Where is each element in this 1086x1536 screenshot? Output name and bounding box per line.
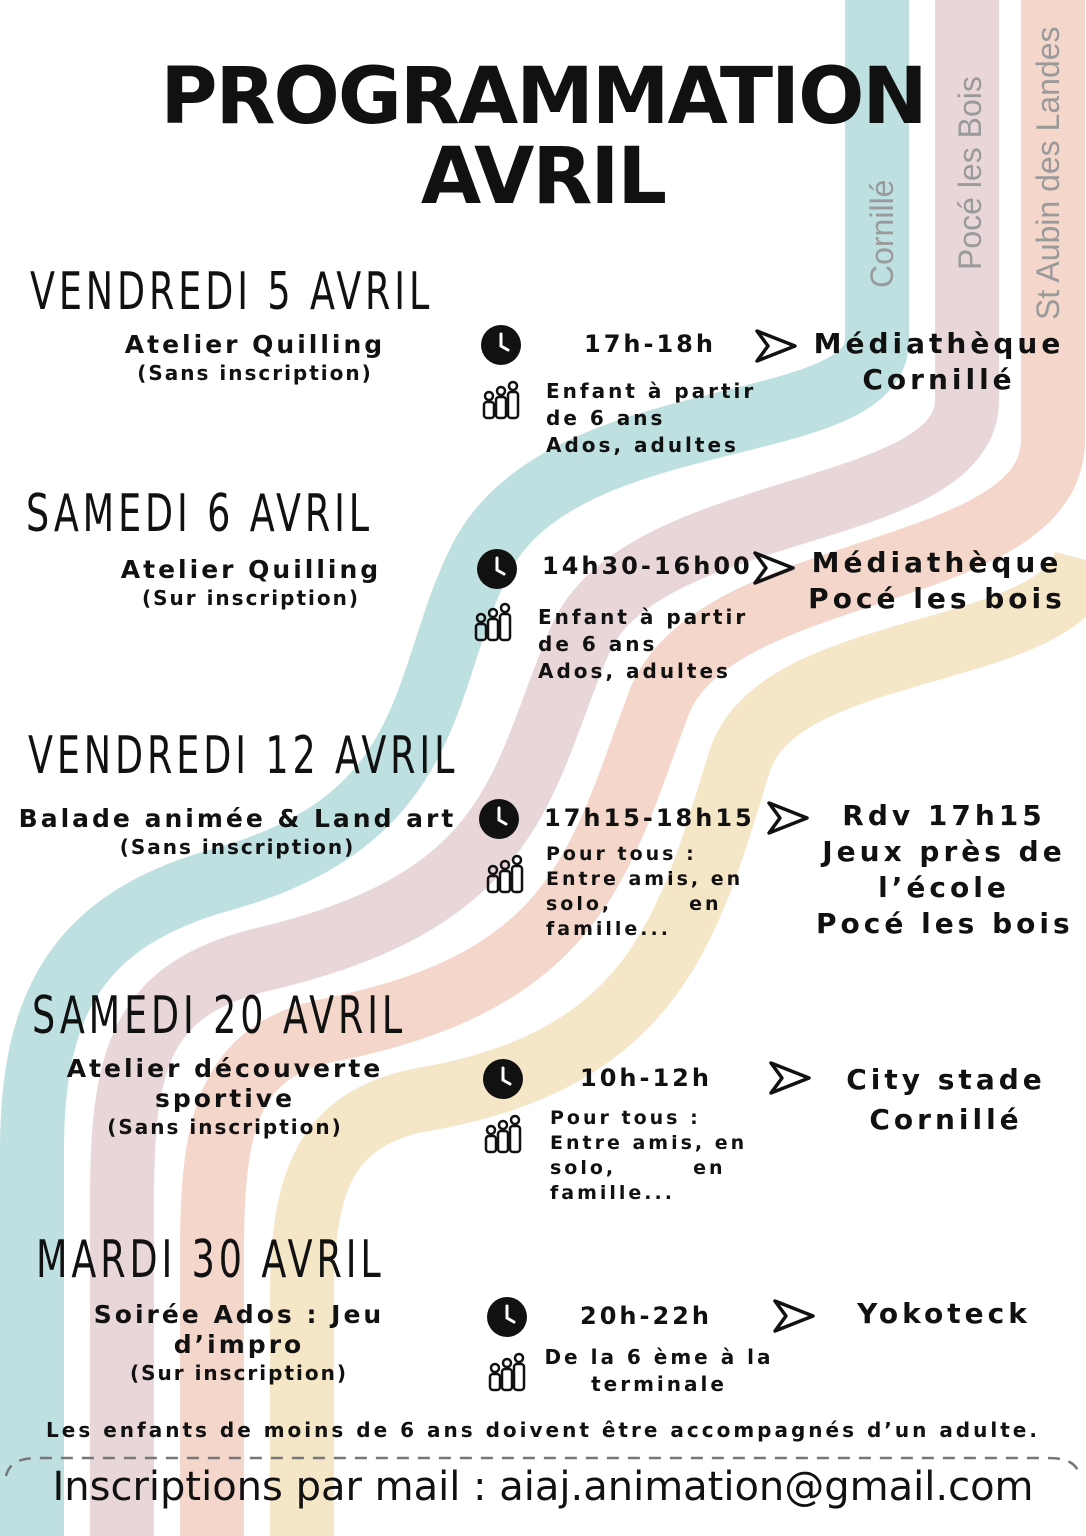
place-line: Rdv 17h15 bbox=[842, 799, 1046, 832]
clock-icon bbox=[478, 798, 520, 840]
event-audience bbox=[546, 378, 756, 459]
event-time: 14h30-16h00 bbox=[542, 552, 753, 580]
arrow-icon bbox=[766, 800, 810, 836]
commune-label-cornille: Cornillé bbox=[864, 179, 900, 288]
event-place bbox=[826, 1060, 1066, 1140]
place-line: Pocé les bois bbox=[808, 582, 1066, 615]
place-line: Médiathèque bbox=[811, 546, 1063, 579]
event-audience bbox=[546, 842, 743, 942]
activity-title: Atelier découverte sportive bbox=[66, 1054, 384, 1113]
audience-line: Ados, adultes bbox=[538, 659, 731, 683]
activity-inscription: (Sans inscription) bbox=[119, 835, 356, 859]
clock-icon bbox=[480, 324, 522, 366]
page-title-line2: AVRIL bbox=[420, 132, 666, 222]
audience-line: Enfant à partir bbox=[546, 379, 757, 403]
event-date: SAMEDI 6 AVRIL bbox=[26, 484, 374, 544]
event-activity bbox=[10, 804, 465, 860]
event-place bbox=[834, 1296, 1054, 1332]
place-line: Cornillé bbox=[862, 363, 1016, 396]
event-activity bbox=[80, 330, 430, 386]
event-audience bbox=[538, 604, 748, 685]
arrow-icon bbox=[772, 1298, 816, 1334]
audience-line: Pour tous : bbox=[546, 843, 697, 865]
audience-line: Entre amis, en bbox=[550, 1132, 748, 1154]
activity-inscription: (Sur inscription) bbox=[129, 1361, 349, 1385]
event-audience bbox=[536, 1344, 782, 1398]
family-icon bbox=[486, 1350, 528, 1392]
activity-inscription: (Sans inscription) bbox=[107, 1115, 343, 1139]
audience-line: de 6 ans bbox=[538, 632, 658, 656]
place-line: Médiathèque bbox=[813, 327, 1065, 360]
event-activity bbox=[80, 1300, 398, 1386]
event-activity bbox=[60, 1054, 390, 1140]
place-line: l’école bbox=[878, 871, 1010, 904]
commune-label-st-aubin: St Aubin des Landes bbox=[1030, 26, 1066, 320]
event-date: MARDI 30 AVRIL bbox=[36, 1230, 385, 1290]
event-activity bbox=[76, 555, 426, 611]
activity-inscription: (Sur inscription) bbox=[141, 586, 361, 610]
audience-line: de 6 ans bbox=[546, 406, 666, 430]
family-icon bbox=[484, 852, 526, 894]
audience-line: terminale bbox=[591, 1372, 727, 1396]
activity-title: Balade animée & Land art bbox=[18, 804, 457, 833]
event-place bbox=[810, 326, 1068, 398]
activity-title: Soirée Ados : Jeu d’impro bbox=[93, 1300, 385, 1359]
family-icon bbox=[472, 600, 514, 642]
event-date: VENDREDI 5 AVRIL bbox=[30, 262, 434, 322]
clock-icon bbox=[476, 548, 518, 590]
clock-icon bbox=[486, 1296, 528, 1338]
place-line: Pocé les bois bbox=[816, 907, 1074, 940]
footer-note: Les enfants de moins de 6 ans doivent être accompagnés d’un adulte. bbox=[46, 1418, 1040, 1442]
family-icon bbox=[482, 1112, 524, 1154]
event-time: 20h-22h bbox=[580, 1302, 712, 1330]
audience-line: De la 6 ème à la bbox=[544, 1345, 774, 1369]
audience-line: solo, en bbox=[550, 1157, 726, 1179]
place-line: City stade bbox=[846, 1063, 1046, 1096]
arrow-icon bbox=[752, 550, 796, 586]
place-line: Yokoteck bbox=[857, 1297, 1031, 1330]
event-time: 10h-12h bbox=[580, 1064, 712, 1092]
audience-line: famille... bbox=[550, 1182, 675, 1204]
arrow-icon bbox=[768, 1060, 812, 1096]
audience-line: Entre amis, en bbox=[546, 868, 744, 890]
place-line: Cornillé bbox=[869, 1103, 1023, 1136]
activity-inscription: (Sans inscription) bbox=[137, 361, 373, 385]
event-time: 17h-18h bbox=[584, 330, 716, 358]
place-line: Jeux près de bbox=[822, 835, 1066, 868]
footer-email: Inscriptions par mail : aiaj.animation@gmail.com bbox=[52, 1464, 1034, 1510]
audience-line: Ados, adultes bbox=[546, 433, 739, 457]
audience-line: Enfant à partir bbox=[538, 605, 749, 629]
activity-title: Atelier Quilling bbox=[120, 555, 382, 584]
event-audience bbox=[550, 1106, 747, 1206]
page-title-line1: PROGRAMMATION bbox=[160, 52, 926, 142]
event-date: SAMEDI 20 AVRIL bbox=[32, 986, 407, 1046]
event-place bbox=[816, 798, 1072, 942]
activity-title: Atelier Quilling bbox=[124, 330, 386, 359]
family-icon bbox=[480, 378, 522, 420]
commune-label-poce: Pocé les Bois bbox=[952, 76, 988, 270]
event-place bbox=[806, 545, 1068, 617]
event-date: VENDREDI 12 AVRIL bbox=[28, 726, 459, 786]
event-time: 17h15-18h15 bbox=[544, 804, 755, 832]
audience-line: Pour tous : bbox=[550, 1107, 701, 1129]
arrow-icon bbox=[754, 328, 798, 364]
clock-icon bbox=[482, 1058, 524, 1100]
audience-line: famille... bbox=[546, 918, 671, 940]
audience-line: solo, en bbox=[546, 893, 722, 915]
